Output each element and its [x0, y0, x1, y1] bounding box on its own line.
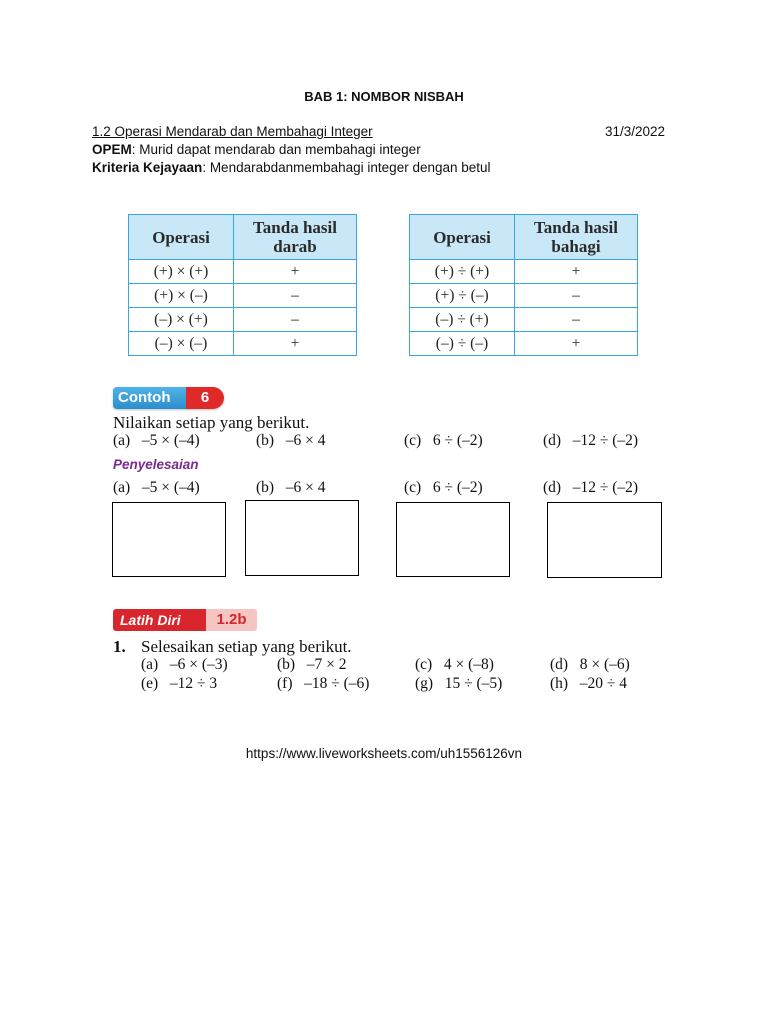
latih-diri-number: 1.2b: [206, 609, 257, 631]
exercise-question: (h) –20 ÷ 4: [550, 675, 627, 692]
table-cell: –: [234, 308, 357, 332]
table-cell: (+) × (+): [129, 260, 234, 284]
contoh-number: 6: [186, 387, 224, 409]
table-cell: +: [515, 332, 638, 356]
exercise-instruction: Selesaikan setiap yang berikut.: [141, 637, 352, 656]
contoh-badge: [113, 387, 224, 409]
table-row: [410, 260, 638, 284]
table-cell: +: [234, 260, 357, 284]
kriteria-text: : Mendarabdanmembahagi integer dengan betul: [202, 160, 491, 175]
answer-box-b[interactable]: [245, 500, 359, 576]
contoh-question: (b) –6 × 4: [256, 432, 326, 449]
table-cell: (+) ÷ (+): [410, 260, 515, 284]
solution-question: (a) –5 × (–4): [113, 479, 200, 496]
contoh-question: (c) 6 ÷ (–2): [404, 432, 483, 449]
table-cell: –: [234, 284, 357, 308]
exercise-question: (f) –18 ÷ (–6): [277, 675, 370, 692]
exercise-question: (b) –7 × 2: [277, 656, 347, 673]
contoh-question: (d) –12 ÷ (–2): [543, 432, 639, 449]
lesson-date: 31/3/2022: [605, 124, 666, 139]
exercise-number: 1.: [113, 637, 126, 656]
exercise-question: (c) 4 × (–8): [415, 656, 494, 673]
table-row: [129, 260, 357, 284]
opem-line: [92, 142, 421, 157]
solution-question: (c) 6 ÷ (–2): [404, 479, 483, 496]
table-row: [410, 332, 638, 356]
table-cell: (–) × (+): [129, 308, 234, 332]
table-cell: (+) ÷ (–): [410, 284, 515, 308]
solution-question: (b) –6 × 4: [256, 479, 326, 496]
table-header: Operasi: [129, 215, 234, 260]
contoh-label: Contoh: [113, 387, 186, 409]
table-header: Tanda hasil bahagi: [515, 215, 638, 260]
contoh-question: (a) –5 × (–4): [113, 432, 200, 449]
page-title: BAB 1: NOMBOR NISBAH: [304, 89, 464, 104]
solution-question: (d) –12 ÷ (–2): [543, 479, 639, 496]
kriteria-label: Kriteria Kejayaan: [92, 160, 203, 175]
opem-text: : Murid dapat mendarab dan membahagi integer: [131, 142, 421, 157]
exercise-question: (g) 15 ÷ (–5): [415, 675, 503, 692]
table-cell: –: [515, 284, 638, 308]
table-cell: +: [234, 332, 357, 356]
answer-box-a[interactable]: [112, 502, 226, 577]
table-cell: (–) ÷ (+): [410, 308, 515, 332]
division-sign-table: [409, 214, 638, 356]
opem-label: OPEM: [92, 142, 132, 157]
table-cell: (–) × (–): [129, 332, 234, 356]
table-header: Operasi: [410, 215, 515, 260]
exercise-question: (a) –6 × (–3): [141, 656, 228, 673]
exercise-question: (d) 8 × (–6): [550, 656, 630, 673]
answer-box-d[interactable]: [547, 502, 662, 578]
contoh-instruction: Nilaikan setiap yang berikut.: [113, 413, 310, 432]
table-row: [410, 284, 638, 308]
latih-diri-badge: [113, 609, 257, 631]
multiplication-sign-table: [128, 214, 357, 356]
answer-box-c[interactable]: [396, 502, 510, 577]
table-cell: (–) ÷ (–): [410, 332, 515, 356]
table-row: [129, 308, 357, 332]
exercise-question: (e) –12 ÷ 3: [141, 675, 218, 692]
worksheet-url: https://www.liveworksheets.com/uh1556126vn: [245, 746, 523, 761]
table-row: [129, 284, 357, 308]
table-header: Tanda hasil darab: [234, 215, 357, 260]
table-cell: +: [515, 260, 638, 284]
lesson-subtitle: 1.2 Operasi Mendarab dan Membahagi Integer: [92, 124, 373, 139]
table-row: [410, 308, 638, 332]
latih-diri-label: Latih Diri: [113, 609, 206, 631]
table-cell: (+) × (–): [129, 284, 234, 308]
table-row: [129, 332, 357, 356]
kriteria-line: [92, 160, 491, 175]
solution-heading: Penyelesaian: [113, 457, 199, 472]
table-cell: –: [515, 308, 638, 332]
